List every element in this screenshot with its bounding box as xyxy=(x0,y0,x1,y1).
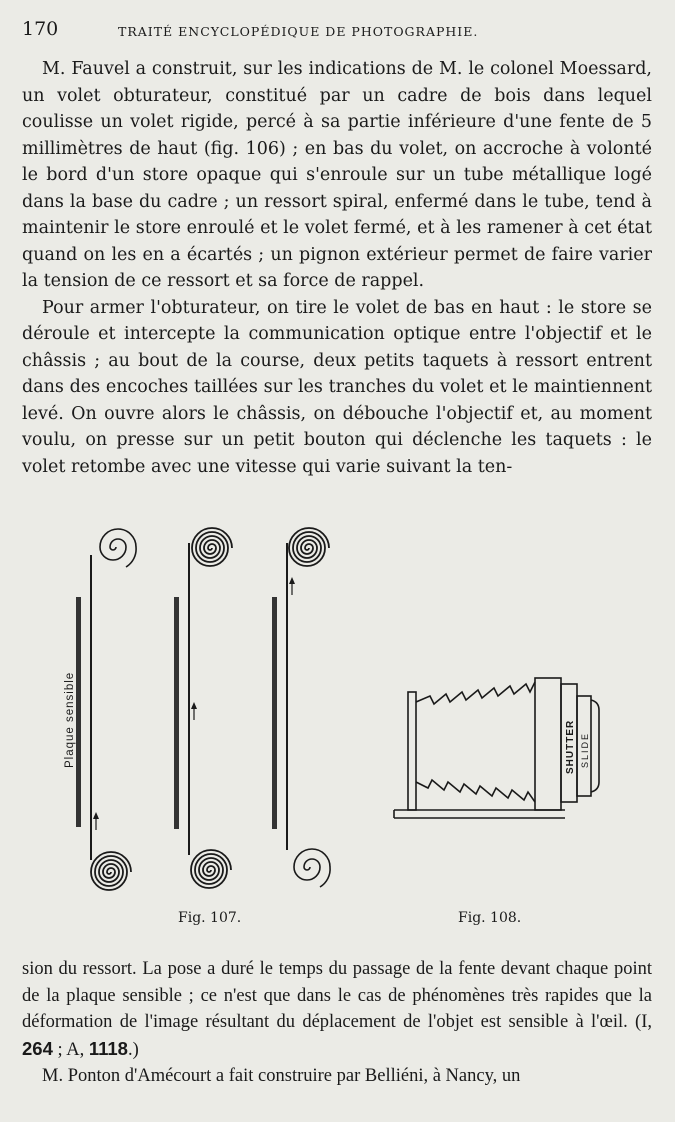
paragraph: M. Fauvel a construit, sur les indications de M. le colonel Moessard, un volet obturateur, constitué par un cadre de bois dans lequel coulisse un volet rigide, percé à sa partie inférieure d'une fente de 5 millimètres de haut (fig. 106) ; en bas du volet, on accroche à volonté le bord d'un store opaque qui s'enroule sur un tube métallique logé dans la base du cadre ; un ressort spiral, enfermé dans le tube, tend à maintenir le store enroulé et le volet fermé, et à les ramener à cet état quand on les en a écartés ; un pignon extérieur permet de faire varier la tension de ce ressort et sa force de rappel. xyxy=(22,59,652,291)
figure-108-diagram xyxy=(390,670,610,830)
page-number: 170 xyxy=(22,18,59,40)
diagram-panel-2 xyxy=(174,528,232,888)
reference-number: 264 xyxy=(22,1037,53,1059)
text-run: .) xyxy=(127,1039,139,1060)
diagram-panel-3 xyxy=(272,528,330,887)
running-title: TRAITÉ ENCYCLOPÉDIQUE DE PHOTOGRAPHIE. xyxy=(118,24,479,39)
paragraph: Pour armer l'obturateur, on tire le volet de bas en haut : le store se déroule et intercepte la communication optique entre l'objectif et le châssis ; au bout de la course, deux petits taquets à ressort entrent dans des encoches taillées sur les tranches du volet et le maintiennent levé. On ouvre alors le châssis, on débouche l'objectif et, au moment voulu, on presse sur un petit bouton qui déclenche les taquets : le volet retombe avec une vitesse qui varie suivant la ten- xyxy=(22,297,652,477)
text-run: sion du ressort. La pose a duré le temps du passage de la fente devant chaque point de la plaque sensible ; ce n'est que dans le cas de phénomènes très rapides que la déformation de l'image résultant du déplacement de l'objet est sensible à l'œil. (I, xyxy=(22,959,652,1032)
diagram-panel-1 xyxy=(64,529,136,890)
figure-108-caption: Fig. 108. xyxy=(458,910,522,926)
upper-text-block xyxy=(22,56,652,480)
paragraph xyxy=(22,956,652,1063)
reference-number: 1118 xyxy=(88,1037,128,1059)
paragraph: M. Ponton d'Amécourt a fait construire par Belliéni, à Nancy, un xyxy=(42,1066,521,1086)
plate-label: Plaque sensible xyxy=(64,671,76,768)
text-run: ; A, xyxy=(52,1039,89,1060)
slide-label: SLIDE xyxy=(580,731,590,768)
figure-107-caption: Fig. 107. xyxy=(178,910,242,926)
lower-text-block xyxy=(22,956,652,1090)
shutter-label: SHUTTER xyxy=(565,719,576,774)
figure-107-diagram xyxy=(55,515,355,905)
